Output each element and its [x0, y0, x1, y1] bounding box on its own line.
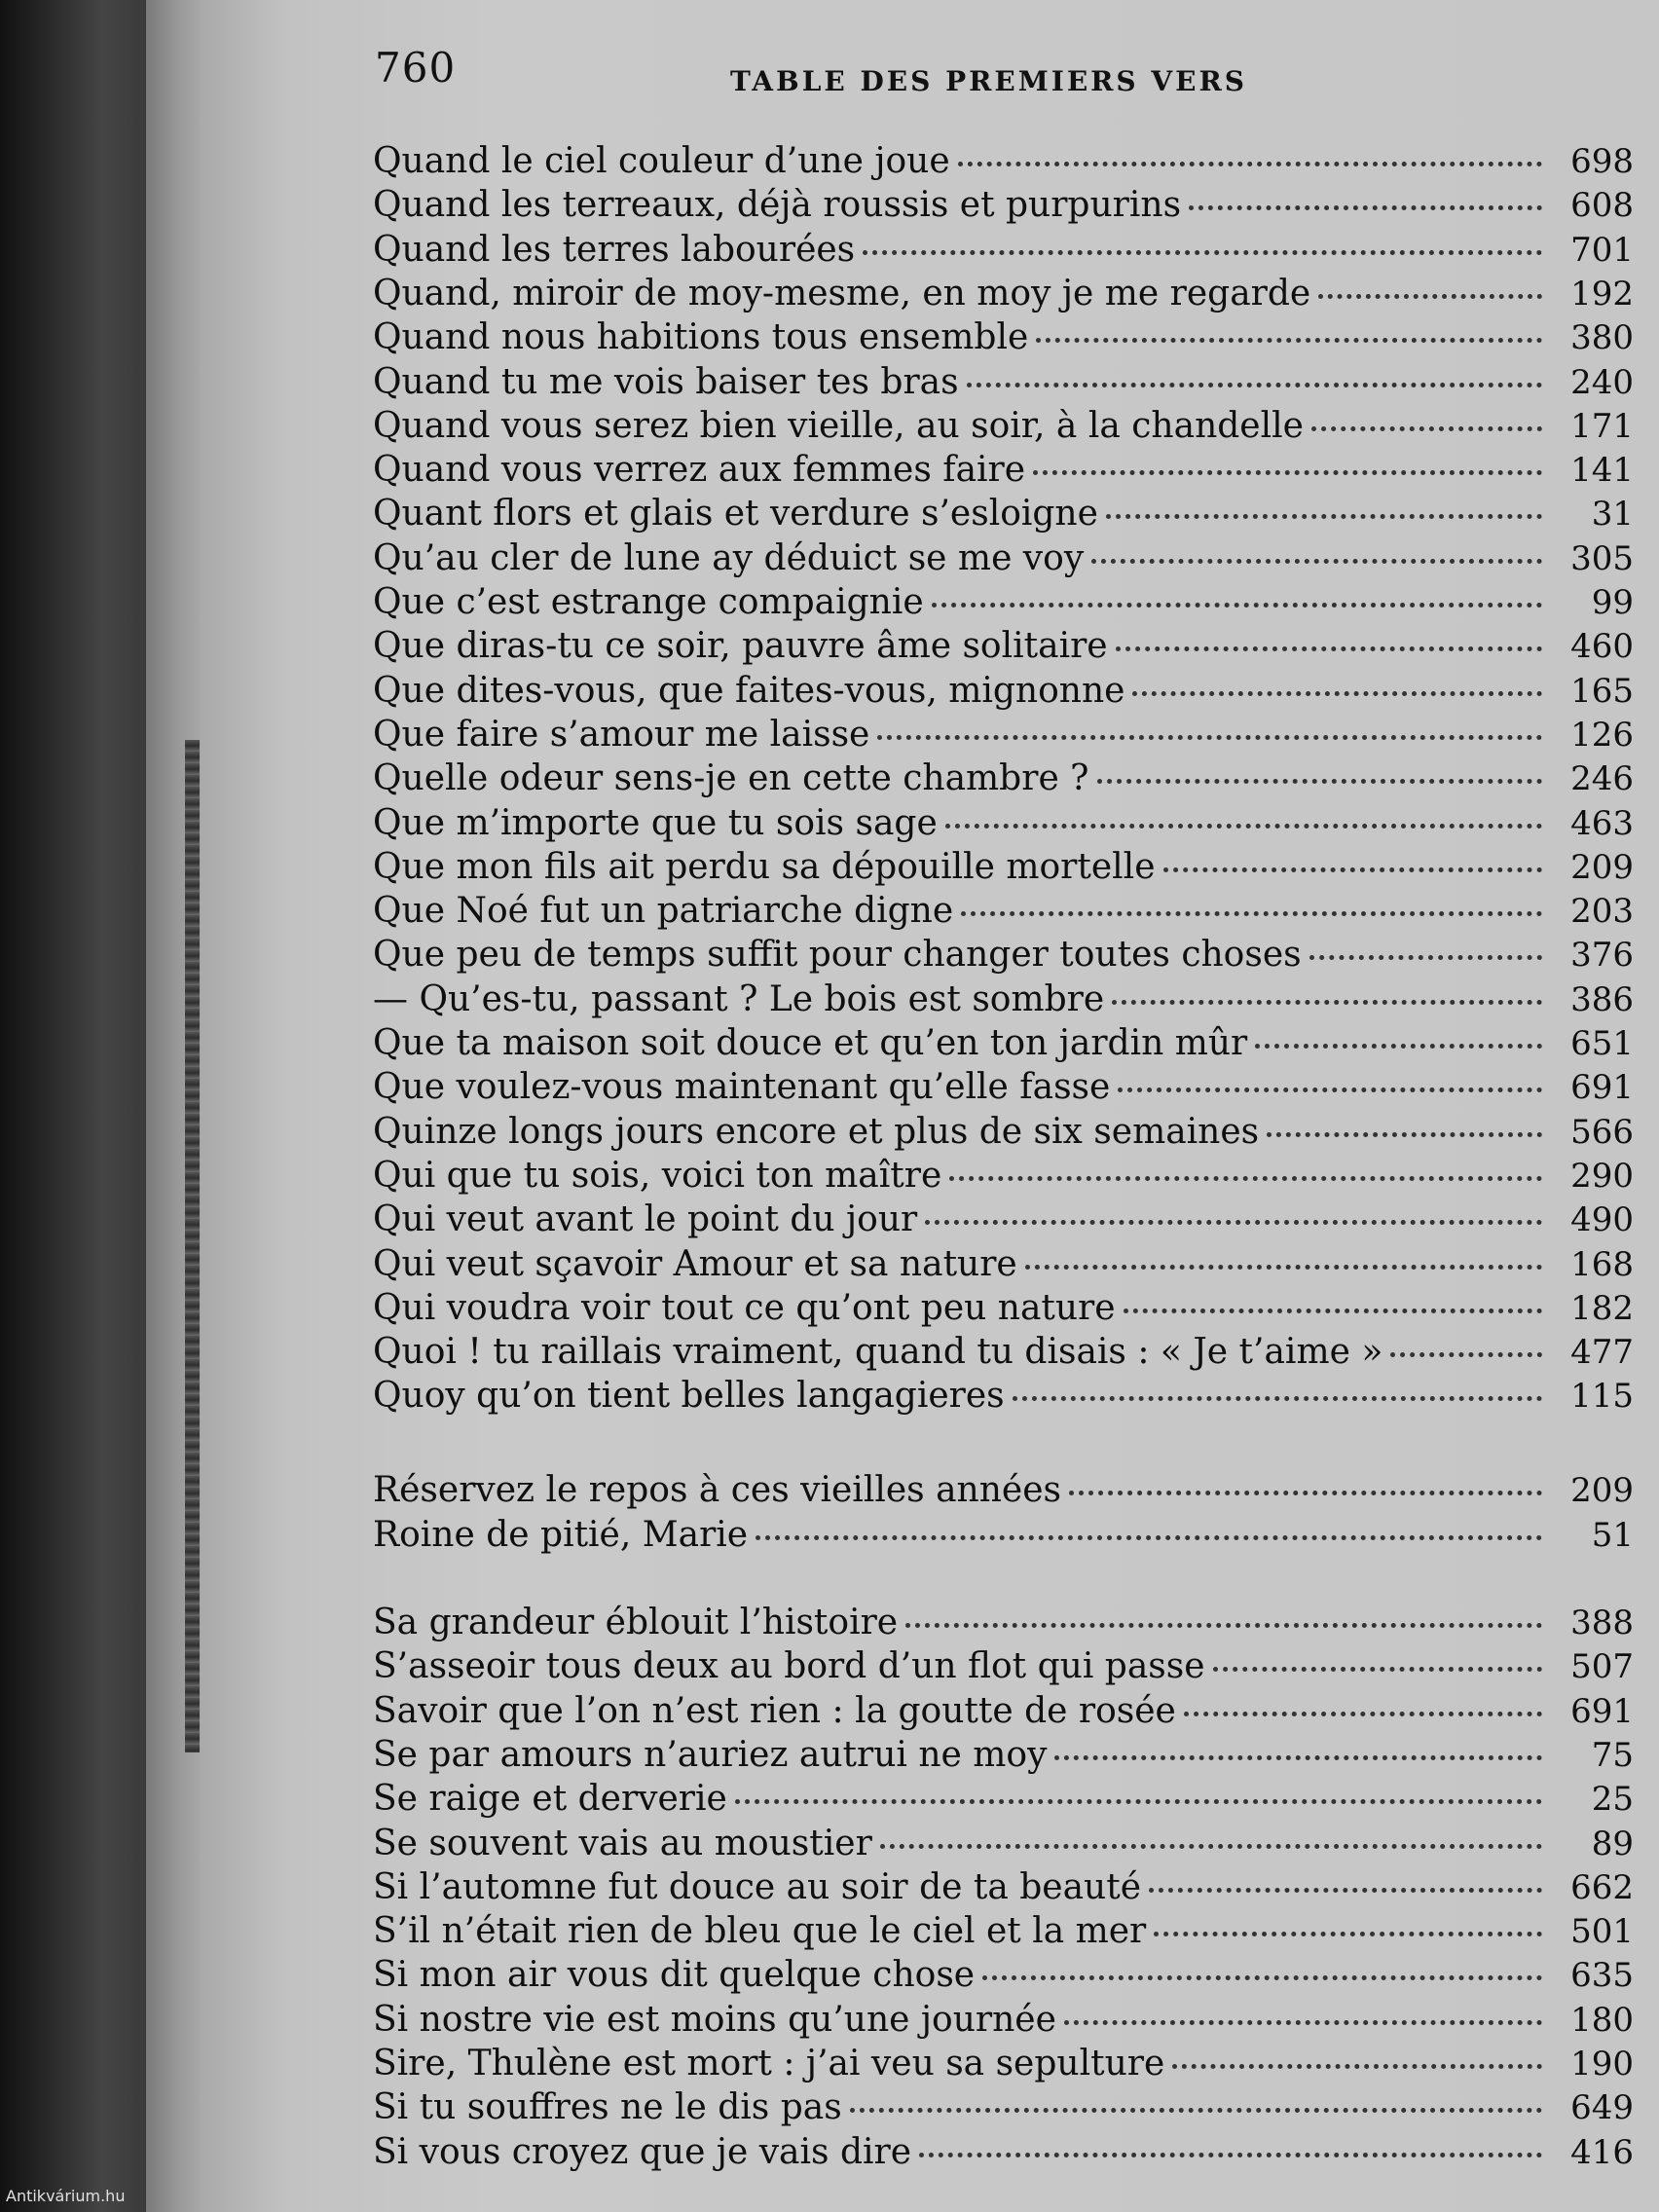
verse-first-line: Qu’au cler de lune ay déduict se me voy [373, 537, 1085, 578]
verse-first-line: Quand les terreaux, déjà roussis et purpurins [373, 185, 1182, 226]
verse-first-line: Si l’automne fut douce au soir de ta beauté [373, 1866, 1142, 1907]
index-entry [373, 494, 1634, 536]
verse-first-line: Quinze longs jours encore et plus de six semaines [373, 1111, 1260, 1152]
page-reference: 31 [1591, 495, 1634, 535]
verse-first-line: Savoir que l’on n’est rien : la goutte de rosée [373, 1690, 1176, 1731]
page-reference: 89 [1591, 1824, 1634, 1863]
page-reference: 662 [1570, 1867, 1634, 1907]
dot-leader [1132, 682, 1542, 696]
index-entry [373, 1779, 1634, 1822]
verse-first-line: Réservez le repos à ces vieilles années [373, 1470, 1061, 1510]
index-entry [373, 141, 1634, 184]
dot-leader [1318, 284, 1542, 299]
index-entry [373, 1156, 1634, 1198]
verse-first-line: Si mon air vous dit quelque chose [373, 1955, 976, 1996]
verse-first-line: Que voulez-vous maintenant qu’elle fasse [373, 1067, 1111, 1108]
verse-first-line: Que diras-tu ce soir, pauvre âme solitaire [373, 626, 1108, 667]
page-reference: 691 [1570, 1068, 1634, 1108]
page-reference: 305 [1570, 538, 1634, 578]
page-reference: 115 [1570, 1377, 1634, 1417]
index-entry [373, 979, 1634, 1022]
index-entry [373, 891, 1634, 934]
dot-leader [880, 1834, 1542, 1849]
dot-leader [1036, 328, 1542, 343]
index-entry [373, 1112, 1634, 1155]
dot-leader [1267, 1123, 1542, 1137]
dot-leader [1118, 1078, 1542, 1092]
dot-leader [1106, 504, 1542, 519]
page-reference: 386 [1570, 979, 1634, 1019]
index-entry [373, 847, 1634, 890]
verse-first-line: Que peu de temps suffit pour changer toutes choses [373, 935, 1302, 976]
verse-first-line: Qui veut avant le point du jour [373, 1199, 918, 1240]
dot-leader [1033, 461, 1542, 475]
index-entry [373, 626, 1634, 669]
dot-leader [1163, 858, 1543, 872]
verse-first-line: Quand les terres labourées [373, 229, 856, 270]
verse-first-line: Quoi ! tu raillais vraiment, quand tu disais : « Je t’aime » [373, 1332, 1383, 1373]
dot-leader [958, 152, 1542, 166]
page-reference: 168 [1570, 1244, 1634, 1284]
index-entry [373, 1470, 1634, 1513]
dot-leader [1013, 1386, 1542, 1401]
index-entry [373, 1023, 1634, 1066]
verse-first-line: Se souvent vais au moustier [373, 1823, 872, 1863]
dot-leader [1311, 417, 1542, 431]
verse-first-line: Qui veut sçavoir Amour et sa nature [373, 1243, 1017, 1284]
page-reference: 477 [1570, 1333, 1634, 1373]
verse-first-line: Quoy qu’on tient belles langagieres [373, 1376, 1005, 1417]
index-entry [373, 362, 1634, 405]
verse-first-line: Que mon fils ait perdu sa dépouille mortelle [373, 846, 1156, 887]
index-entry [373, 582, 1634, 625]
dot-leader [982, 1966, 1542, 1980]
index-entry [373, 450, 1634, 493]
index-entry [373, 1603, 1634, 1645]
page-reference: 608 [1570, 186, 1634, 226]
verse-first-line: Quand vous serez bien vieille, au soir, à la chandelle [373, 405, 1304, 446]
page-number: 760 [375, 44, 457, 92]
dot-leader [919, 2143, 1542, 2157]
dot-leader [1025, 1255, 1542, 1270]
index-entry [373, 1332, 1634, 1375]
verse-first-line: Quant flors et glais et verdure s’esloigne [373, 494, 1098, 535]
index-entry [373, 538, 1634, 581]
index-entry [373, 1244, 1634, 1287]
page-reference: 651 [1570, 1024, 1634, 1063]
index-entry [373, 2044, 1634, 2086]
dot-leader [961, 902, 1542, 916]
index-entry [373, 803, 1634, 846]
verse-first-line: Sire, Thulène est mort : j’ai veu sa sepulture [373, 2044, 1165, 2083]
verse-first-line: Que ta maison soit douce et qu’en ton jardin mûr [373, 1023, 1248, 1063]
page-reference: 701 [1570, 230, 1634, 270]
verse-first-line: Qui voudra voir tout ce qu’ont peu nature [373, 1287, 1116, 1328]
index-entry [373, 274, 1634, 316]
page-reference: 192 [1570, 274, 1634, 313]
page-reference: 25 [1591, 1780, 1634, 1820]
dot-leader [1184, 1702, 1542, 1716]
index-entry [373, 1199, 1634, 1242]
dot-leader [850, 2098, 1542, 2113]
page-reference: 290 [1570, 1156, 1634, 1196]
page-reference: 209 [1570, 847, 1634, 887]
dot-leader [1124, 1299, 1542, 1313]
verse-first-line: Que faire s’amour me laisse [373, 714, 870, 755]
page-reference: 246 [1570, 759, 1634, 799]
dot-leader [1149, 1878, 1542, 1893]
verse-first-line: Quand nous habitions tous ensemble [373, 317, 1029, 358]
verse-first-line: Que c’est estrange compaignie [373, 582, 924, 622]
page-reference: 490 [1570, 1200, 1634, 1240]
verse-first-line: Que Noé fut un patriarche digne [373, 891, 954, 932]
page-reference: 171 [1570, 406, 1634, 446]
verse-first-line: Quand, miroir de moy-mesme, en moy je me regarde [373, 273, 1311, 313]
verse-first-line: Roine de pitié, Marie [373, 1515, 749, 1555]
verse-first-line: Se par amours n’auriez autrui ne moy [373, 1734, 1048, 1775]
page-reference: 507 [1570, 1647, 1634, 1687]
index-entry [373, 1067, 1634, 1110]
verse-first-line: Quand le ciel couleur d’une joue [373, 141, 950, 181]
index-entry [373, 1824, 1634, 1866]
page-reference: 691 [1570, 1691, 1634, 1731]
book-gutter-shadow [0, 0, 146, 2212]
dot-leader [905, 1613, 1542, 1628]
index-entry [373, 1955, 1634, 1998]
dot-leader [1097, 769, 1543, 784]
page-reference: 635 [1570, 1956, 1634, 1996]
index-entry [373, 715, 1634, 757]
dot-leader [1189, 196, 1542, 210]
dot-leader [1116, 637, 1542, 651]
index-entry [373, 185, 1634, 228]
index-entry [373, 2132, 1634, 2175]
dot-leader [1213, 1657, 1542, 1672]
verse-first-line: Si tu souffres ne le dis pas [373, 2087, 842, 2128]
index-entry [373, 1515, 1634, 1558]
running-title: TABLE DES PREMIERS VERS [730, 65, 1247, 97]
index-entry [373, 1867, 1634, 1910]
index-entry [373, 935, 1634, 977]
verse-first-line: Quand tu me vois baiser tes bras [373, 361, 959, 402]
dot-leader [1390, 1343, 1542, 1357]
page-reference: 51 [1591, 1516, 1634, 1555]
verse-first-line: S’asseoir tous deux au bord d’un flot qui passe [373, 1646, 1205, 1687]
verse-first-line: Si nostre vie est moins qu’une journée [373, 1999, 1056, 2040]
verse-first-line: Que dites-vous, que faites-vous, mignonne [373, 670, 1125, 711]
verse-first-line: Quelle odeur sens-je en cette chambre ? [373, 758, 1089, 799]
dot-leader [756, 1526, 1542, 1540]
verse-first-line: Se raige et derverie [373, 1779, 727, 1820]
page-reference: 698 [1570, 142, 1634, 181]
page-reference: 376 [1570, 936, 1634, 976]
dot-leader [1069, 1481, 1542, 1495]
page-reference: 126 [1570, 715, 1634, 755]
page-reference: 209 [1570, 1471, 1634, 1510]
watermark: Antikvárium.hu [6, 2187, 126, 2205]
dot-leader [863, 240, 1542, 255]
verse-first-line: Que m’importe que tu sois sage [373, 802, 938, 843]
index-entry [373, 2000, 1634, 2043]
page-reference: 141 [1570, 451, 1634, 491]
page-reference: 463 [1570, 803, 1634, 843]
dot-leader [1112, 990, 1542, 1005]
page-reference: 75 [1591, 1735, 1634, 1775]
index-entry [373, 230, 1634, 273]
dot-leader [1054, 1746, 1542, 1760]
dot-leader [1064, 2010, 1542, 2025]
verse-first-line: Quand vous verrez aux femmes faire [373, 450, 1026, 491]
page-reference: 501 [1570, 1912, 1634, 1952]
index-entry [373, 1376, 1634, 1419]
dot-leader [925, 1210, 1542, 1225]
page-reference: 460 [1570, 627, 1634, 667]
dot-leader [949, 1166, 1542, 1181]
index-entry [373, 1288, 1634, 1331]
verse-first-line: Sa grandeur éblouit l’histoire [373, 1603, 899, 1642]
dot-leader [1154, 1922, 1542, 1936]
index-entry [373, 406, 1634, 449]
index-entry [373, 1735, 1634, 1778]
page-reference: 240 [1570, 362, 1634, 402]
verse-first-line: — Qu’es-tu, passant ? Le bois est sombre [373, 978, 1105, 1019]
verse-first-line: Qui que tu sois, voici ton maître [373, 1155, 942, 1196]
dot-leader [1172, 2054, 1542, 2069]
page-reference: 182 [1570, 1288, 1634, 1328]
page-reference: 416 [1570, 2132, 1634, 2172]
page-reference: 649 [1570, 2088, 1634, 2128]
index-entry [373, 1911, 1634, 1954]
page-reference: 388 [1570, 1604, 1634, 1642]
dot-leader [1309, 945, 1542, 960]
dot-leader [1255, 1034, 1542, 1049]
index-entry [373, 317, 1634, 360]
index-entry [373, 1646, 1634, 1689]
index-entry [373, 2087, 1634, 2130]
dot-leader [945, 814, 1542, 829]
dot-leader [932, 593, 1542, 608]
page-reference: 180 [1570, 2000, 1634, 2040]
page-reference: 165 [1570, 671, 1634, 711]
index-entry [373, 758, 1634, 801]
verse-first-line: Si vous croyez que je vais dire [373, 2131, 912, 2172]
page-reference: 190 [1570, 2045, 1634, 2083]
dot-leader [735, 1789, 1542, 1804]
verse-first-line: S’il n’était rien de bleu que le ciel et la mer [373, 1911, 1147, 1952]
index-entry [373, 671, 1634, 714]
page-reference: 380 [1570, 318, 1634, 358]
index-entry [373, 1691, 1634, 1734]
page-reference: 99 [1591, 583, 1634, 622]
page-reference: 203 [1570, 892, 1634, 932]
dot-leader [877, 725, 1542, 740]
page-header [375, 44, 1631, 112]
dot-leader [1091, 549, 1542, 564]
page-reference: 566 [1570, 1112, 1634, 1152]
dot-leader [967, 373, 1542, 387]
